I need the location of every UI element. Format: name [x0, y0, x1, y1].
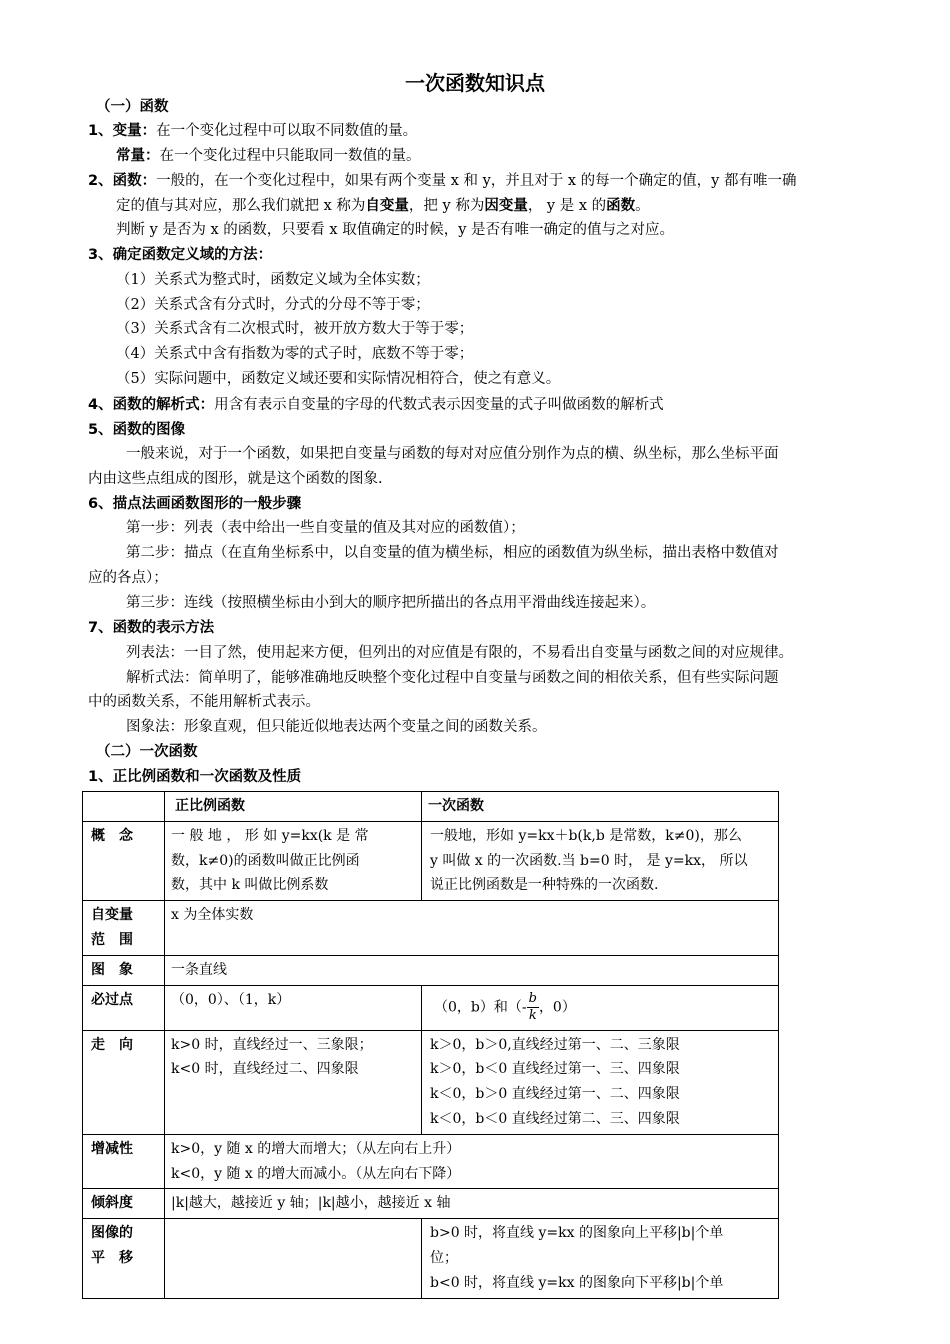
heading-plotting-steps: 6、描点法画函数图形的一般步骤: [88, 496, 302, 512]
table-row-points: [83, 985, 779, 1030]
monotonicity-line-1: k>0，y 随 x 的增大而增大；（从左向右上升）: [171, 1140, 461, 1157]
fraction-denominator: k: [528, 1008, 537, 1024]
direction-proportional-line-1: k>0 时，直线经过一、三象限；: [171, 1036, 373, 1053]
heading-function-graph: 5、函数的图像: [88, 422, 186, 438]
header-proportional: 正比例函数: [165, 792, 422, 822]
heading-representation: 7、函数的表示方法: [88, 620, 215, 636]
cell-translation-linear: [422, 1219, 779, 1298]
row-head-translation: [83, 1219, 165, 1298]
points-linear-prefix: （0，b）和（-: [434, 999, 527, 1016]
table-row-graph: [83, 955, 779, 985]
direction-linear-line-2: k＞0，b＜0 直线经过第一、三、四象限: [430, 1061, 680, 1078]
domain-item-1: （1）关系式为整式时，函数定义域为全体实数；: [116, 272, 430, 288]
fraction-b-over-k: [527, 991, 539, 1024]
text-variable: 在一个变化过程中可以取不同数值的量。: [156, 123, 418, 139]
translation-line-3: b<0 时，将直线 y=kx 的图象向下平移|b|个单: [430, 1274, 724, 1291]
domain-item-5: （5）实际问题中，函数定义域还要和实际情况相符合，使之有意义。: [116, 371, 561, 387]
cell-monotonicity: [165, 1134, 779, 1189]
direction-linear-line-1: k＞0，b＞0,直线经过第一、二、三象限: [430, 1036, 680, 1053]
row-head-monotonicity: 增减性: [83, 1134, 165, 1189]
row-head-translation-line-2: 平 移: [91, 1249, 133, 1266]
keyword-independent-variable: 自变量: [365, 198, 409, 214]
para-constant: [116, 144, 906, 169]
row-head-domain-line-1: 自变量: [91, 907, 133, 924]
table-row-concept: [83, 821, 779, 900]
domain-item-4: （4）关系式中含有指数为零的式子时，底数不等于零；: [116, 346, 474, 362]
label-constant: 常量：: [116, 148, 160, 164]
table-row-translation: [83, 1219, 779, 1298]
points-linear-suffix: ，0）: [538, 999, 576, 1016]
cell-steepness: |k|越大，越接近 y 轴；|k|越小，越接近 x 轴: [165, 1189, 779, 1219]
monotonicity-line-2: k<0，y 随 x 的增大而减小。（从左向右下降）: [171, 1165, 461, 1182]
row-head-domain-line-2: 范 围: [91, 931, 133, 948]
step-2a: 第二步：描点（在直角坐标系中，以自变量的值为横坐标，相应的函数值为纵坐标，描出表格中数值对: [126, 545, 779, 561]
text-function-1: 一般的，在一个变化过程中，如果有两个变量 x 和 y，并且对于 x 的每一个确定的值，y 都有唯一确: [156, 173, 797, 189]
cell-concept-proportional: [165, 821, 422, 900]
domain-item-3: （3）关系式含有二次根式时，被开放方数大于等于零；: [116, 321, 474, 337]
cell-translation-proportional: [165, 1219, 422, 1298]
step-3: 第三步：连线（按照横坐标由小到大的顺序把所描出的各点用平滑曲线连接起来）。: [126, 595, 656, 611]
text-constant: 在一个变化过程中只能取同一数值的量。: [159, 148, 421, 164]
subheading-properties: 1、正比例函数和一次函数及性质: [88, 769, 302, 785]
concept-proportional-line-3: 数，其中 k 叫做比例系数: [171, 877, 329, 894]
para-graph-2: 内由这些点组成的图形，就是这个函数的图象.: [88, 471, 383, 487]
cell-points-linear: [422, 985, 779, 1030]
row-head-translation-line-1: 图像的: [91, 1225, 133, 1242]
text-function-2d: 。: [635, 198, 650, 214]
table-row-direction: [83, 1030, 779, 1134]
direction-linear-line-4: k＜0，b＜0 直线经过第二、三、四象限: [430, 1110, 680, 1127]
table-row-monotonicity: [83, 1134, 779, 1189]
cell-concept-linear: [422, 821, 779, 900]
para-analytic-expression: [88, 393, 878, 418]
para-function-judge: 判断 y 是否为 x 的函数，只要看 x 取值确定的时候，y 是否有唯一确定的值与之对应。: [116, 222, 674, 238]
keyword-dependent-variable: 因变量: [484, 198, 528, 214]
cell-direction-linear: [422, 1030, 779, 1134]
section-heading-functions: （一）函数: [96, 99, 169, 115]
step-2b: 应的各点）；: [88, 570, 168, 586]
concept-linear-line-2: y 叫做 x 的一次函数.当 b=0 时， 是 y=kx， 所以: [430, 852, 748, 869]
cell-direction-proportional: [165, 1030, 422, 1134]
repr-graph-method: 图象法：形象直观，但只能近似地表达两个变量之间的函数关系。: [126, 719, 547, 735]
text-function-2b: ，把 y 称为: [408, 198, 485, 214]
row-head-steepness: 倾斜度: [83, 1189, 165, 1219]
label-analytic-expression: 4、函数的解析式：: [88, 397, 215, 413]
direction-linear-line-3: k＜0，b＞0 直线经过第一、二、四象限: [430, 1086, 680, 1103]
table-row-domain: [83, 901, 779, 956]
row-head-points: 必过点: [83, 985, 165, 1030]
step-1: 第一步：列表（表中给出一些自变量的值及其对应的函数值）；: [126, 520, 525, 536]
para-function-1: [88, 169, 878, 194]
concept-linear-line-3: 说正比例函数是一种特殊的一次函数.: [430, 877, 659, 894]
fraction-numerator: b: [528, 991, 537, 1007]
repr-analytic-method-a: 解析式法：简单明了，能够准确地反映整个变化过程中自变量与函数之间的相依关系，但有些实际问题: [126, 670, 779, 686]
text-function-2a: 定的值与其对应，那么我们就把 x 称为: [116, 198, 366, 214]
translation-line-2: 位；: [430, 1249, 458, 1266]
heading-domain-methods: 3、确定函数定义域的方法：: [88, 247, 273, 263]
concept-proportional-line-2: 数，k≠0)的函数叫做正比例函: [171, 852, 360, 869]
repr-table-method: 列表法：一目了然，使用起来方便，但列出的对应值是有限的，不易看出自变量与函数之间的对应规律。: [126, 645, 793, 661]
label-function: 2、函数：: [88, 173, 157, 189]
keyword-function: 函数: [606, 198, 636, 214]
para-variable: [88, 119, 878, 144]
page-title: 一次函数知识点: [405, 71, 545, 95]
row-head-concept: 概 念: [83, 821, 165, 900]
row-head-domain: [83, 901, 165, 956]
cell-graph: 一条直线: [165, 955, 779, 985]
direction-proportional-line-2: k<0 时，直线经过二、四象限: [171, 1061, 359, 1078]
table-header-row: [83, 792, 779, 822]
section-heading-linear: （二）一次函数: [96, 744, 198, 760]
para-graph-1: 一般来说，对于一个函数，如果把自变量与函数的每对对应值分别作为点的横、纵坐标，那么坐标平面: [126, 446, 779, 462]
translation-line-1: b>0 时，将直线 y=kx 的图象向上平移|b|个单: [430, 1225, 724, 1242]
label-variable: 1、变量：: [88, 123, 157, 139]
row-head-direction: 走 向: [83, 1030, 165, 1134]
table-corner-cell: [83, 792, 165, 822]
domain-item-2: （2）关系式含有分式时，分式的分母不等于零；: [116, 297, 430, 313]
concept-proportional-line-1: 一 般 地 ， 形 如 y=kx(k 是 常: [171, 827, 369, 844]
cell-domain: x 为全体实数: [165, 901, 779, 956]
text-analytic-expression: 用含有表示自变量的字母的代数式表示因变量的式子叫做函数的解析式: [214, 397, 664, 413]
properties-table: [82, 791, 779, 1299]
header-linear: 一次函数: [422, 792, 779, 822]
cell-points-proportional: （0，0）、（1，k）: [165, 985, 422, 1030]
text-function-2c: ， y 是 x 的: [527, 198, 607, 214]
table-row-steepness: [83, 1189, 779, 1219]
para-function-2: [116, 194, 906, 219]
concept-linear-line-1: 一般地，形如 y=kx＋b(k,b 是常数，k≠0)，那么: [430, 827, 742, 844]
row-head-graph: 图 象: [83, 955, 165, 985]
repr-analytic-method-b: 中的函数关系，不能用解析式表示。: [88, 694, 320, 710]
